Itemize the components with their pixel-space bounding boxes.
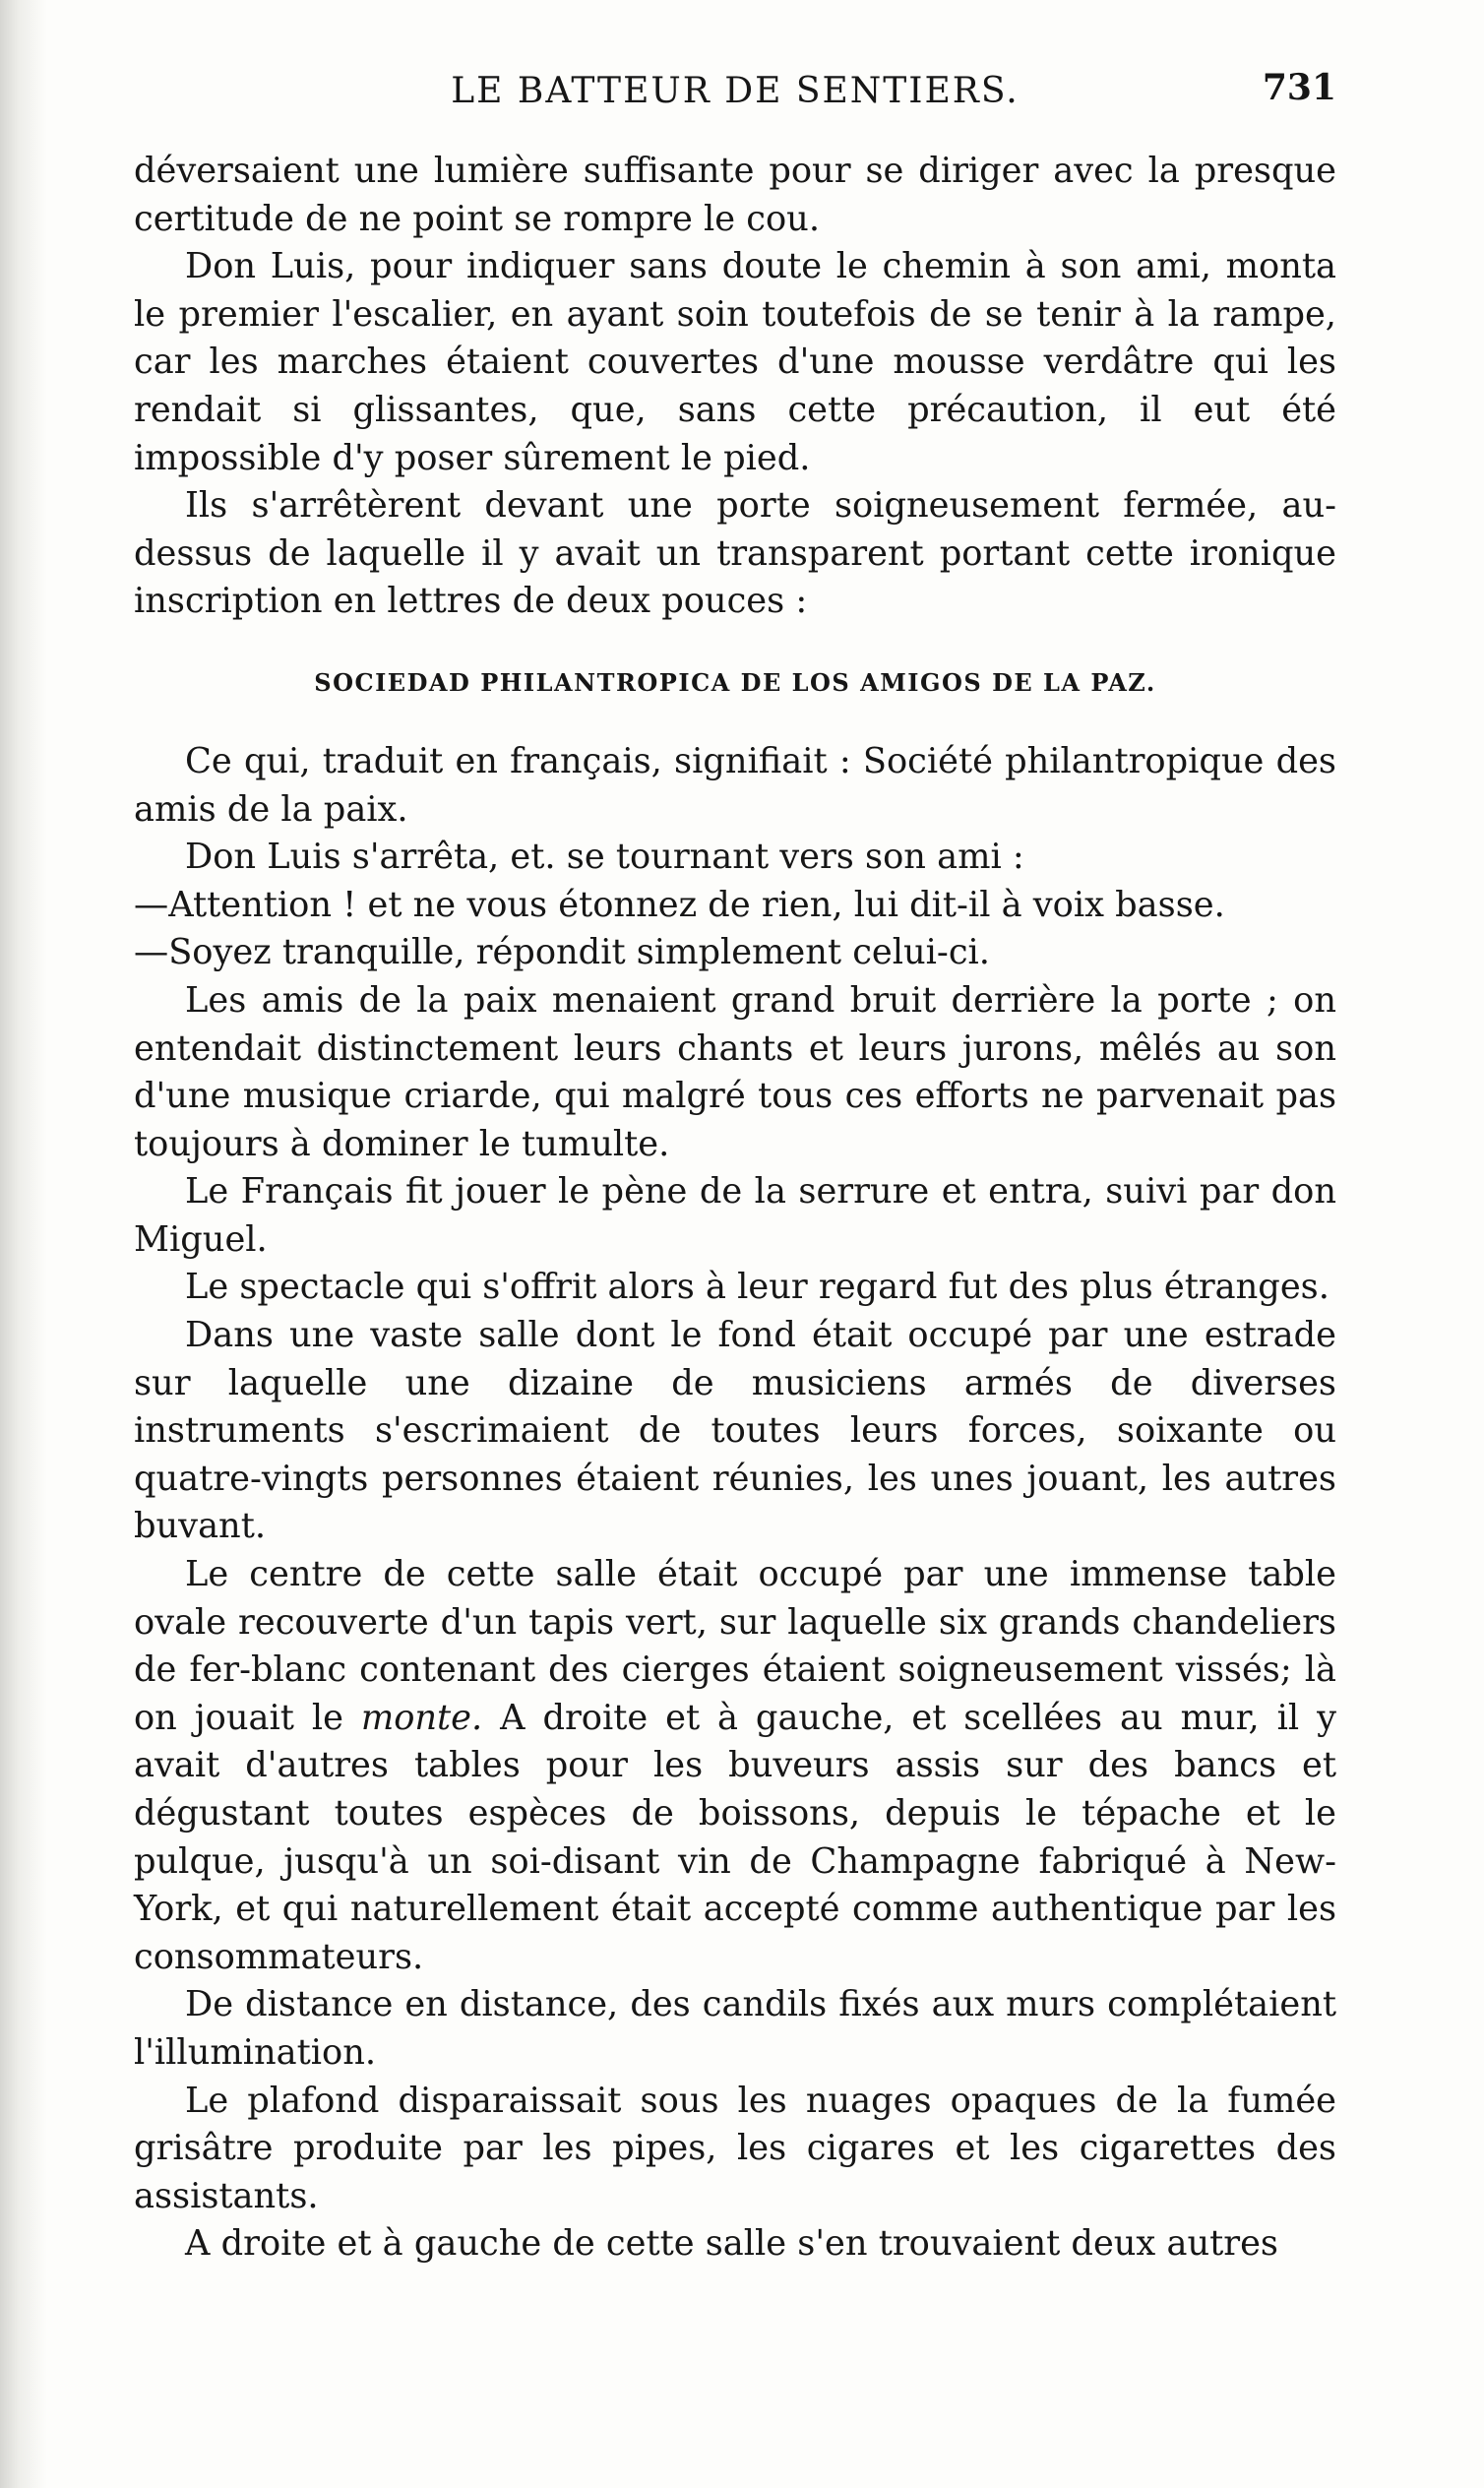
paragraph-10: Le spectacle qui s'offrit alors à leur regard fut des plus étranges. [185, 1267, 1329, 1308]
paragraph-5: Don Luis s'arrêta, et. se tournant vers son ami : [185, 837, 1024, 878]
paragraph-9: Le Français fit jouer le pène de la serrure et entra, suivi par don Miguel. [134, 1171, 1336, 1260]
paragraph-12-part-a: Le centre de cette salle était occupé par une immense table ovale recouverte d'un tapis vert, sur laquelle six grands chandeliers de fer-blanc contenant des cierges étaient soigneusement vissés; là on jouait le [134, 1554, 1336, 1738]
page-body [134, 148, 1336, 2269]
paragraph-15: A droite et à gauche de cette salle s'en trouvaient deux autres [185, 2223, 1278, 2265]
page-number: 731 [1262, 67, 1336, 108]
page-edge-shadow [0, 0, 47, 2488]
dialog-line-1: —Attention ! et ne vous étonnez de rien, lui dit-il à voix basse. [134, 884, 1225, 925]
paragraph-4: Ce qui, traduit en français, signifiait : Société philantropique des amis de la paix. [134, 740, 1336, 830]
paragraph-11: Dans une vaste salle dont le fond était occupé par une estrade sur laquelle une dizaine de musiciens armés de diverses instruments s'escrimaient de toutes leurs forces, soixante ou quatre-vingts personnes étaient réunies, les unes jouant, les autres buvant. [134, 1315, 1336, 1547]
paragraph-12-part-b: A droite et à gauche, et scellées au mur, il y avait d'autres tables pour les buveurs assis sur des bancs et dégustant toutes espèces de boissons, depuis le tépache et le pulque, jusqu'à un soi-disant vin de Champagne fabriqué à New-York, et qui naturellement était accepté comme authentique par les consommateurs. [134, 1697, 1336, 1977]
paragraph-13: De distance en distance, des candils fixés aux murs complétaient l'illumination. [134, 1984, 1336, 2073]
paragraph-8: Les amis de la paix menaient grand bruit derrière la porte ; on entendait distinctement leurs chants et leurs jurons, mêlés au son d'une musique criarde, qui malgré tous ces efforts ne parvenait pas toujours à dominer le tumulte. [134, 979, 1336, 1164]
dialog-line-2: —Soyez tranquille, répondit simplement celui-ci. [134, 932, 990, 973]
paragraph-3: Ils s'arrêtèrent devant une porte soigneusement fermée, au-dessus de laquelle il y avait un transparent portant cette ironique inscription en lettres de deux pouces : [134, 485, 1336, 622]
running-title: LE BATTEUR DE SENTIERS. [451, 71, 1020, 111]
page-header [134, 67, 1336, 120]
paragraph-14: Le plafond disparaissait sous les nuages opaques de la fumée grisâtre produite par les pipes, les cigares et les cigarettes des assistants. [134, 2080, 1336, 2216]
inscription: SOCIEDAD PHILANTROPICA DE LOS AMIGOS DE LA PAZ. [314, 667, 1156, 697]
paragraph-2: Don Luis, pour indiquer sans doute le chemin à son ami, monta le premier l'escalier, en ayant soin toutefois de se tenir à la rampe, car les marches étaient couvertes d'une mousse verdâtre qui les rendait si glissantes, que, sans cette précaution, il eut été impossible d'y poser sûrement le pied. [134, 246, 1336, 478]
paragraph-12 [134, 1551, 1336, 1981]
paragraph-1: déversaient une lumière suffisante pour se diriger avec la presque certitude de ne point se rompre le cou. [134, 151, 1336, 239]
paragraph-12-italic: monte. [360, 1697, 483, 1738]
